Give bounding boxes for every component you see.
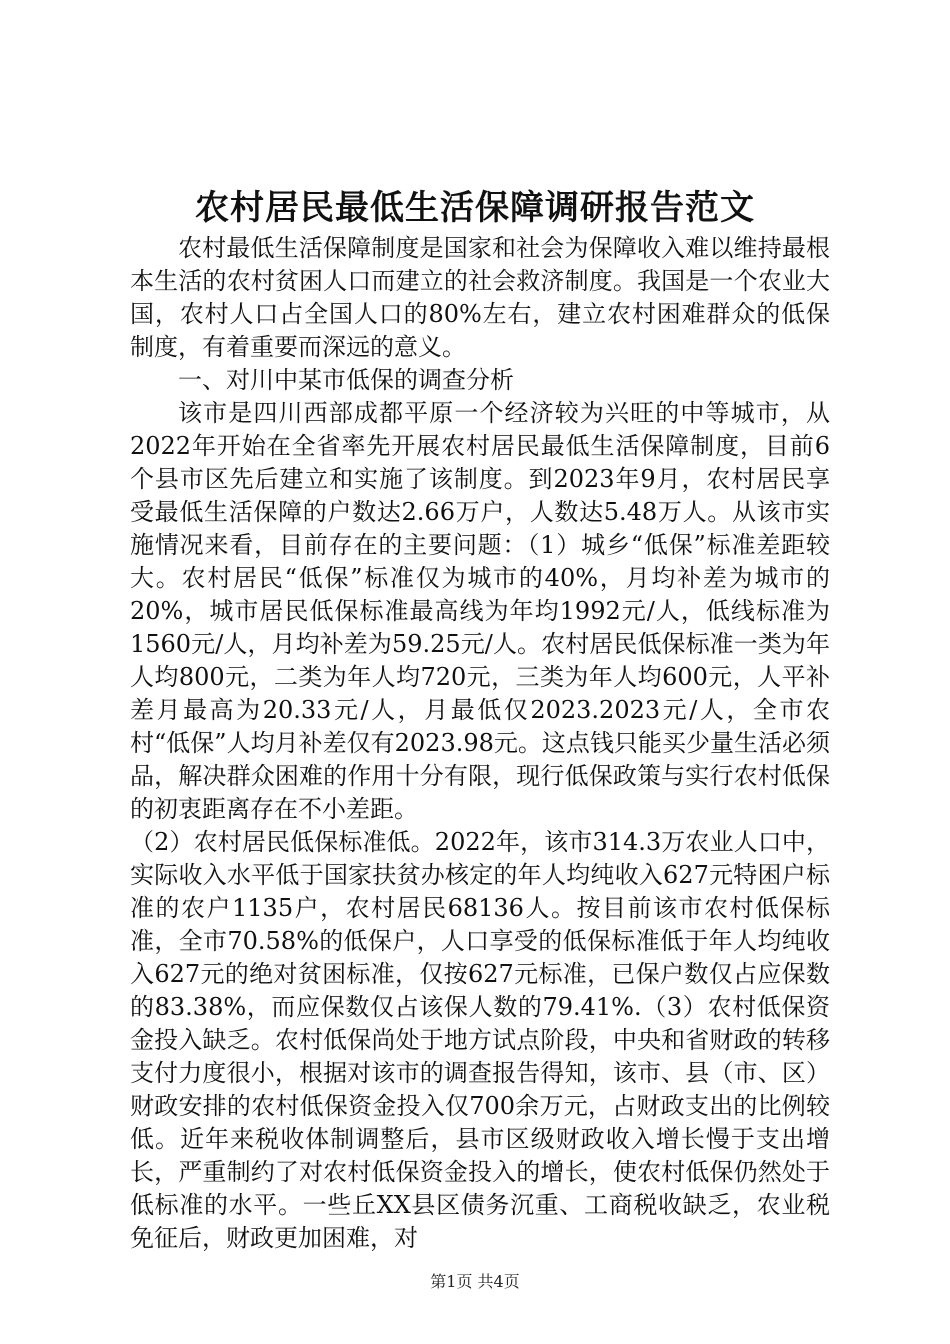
paragraph-analysis-continued: （2）农村居民低保标准低。2022年，该市314.3万农业人口中，实际收入水平低于国家扶贫办核定的年人均纯收入627元特困户标准的农户1135户，农村居民68136人。按目前该市农村低保标准，全市70.58%的低保户，人口享受的低保标准低于年人均纯收入627元的绝对贫困标准，仅按627元标准，已保户数仅占应保数的83.38%，而应保数仅占该保人数的79.41%.（3）农村低保资金投入缺乏。农村低保尚处于地方试点阶段，中央和省财政的转移支付力度很小，根据对该市的调查报告得知，该市、县（市、区）财政安排的农村低保资金投入仅700余万元，占财政支出的比例较低。近年来税收体制调整后，县市区级财政收入增长慢于支出增长，严重制约了对农村低保资金投入的增长，使农村低保仍然处于低标准的水平。一些丘XX县区债务沉重、工商税收缺乏，农业税免征后，财政更加困难，对 (130, 828, 830, 1252)
document-body (130, 232, 830, 1255)
paragraph-intro: 农村最低生活保障制度是国家和社会为保障收入难以维持最根本生活的农村贫困人口而建立的社会救济制度。我国是一个农业大国，农村人口占全国人口的80%左右，建立农村困难群众的低保制度，有着重要而深远的意义。 (130, 234, 830, 361)
paragraph-analysis: 该市是四川西部成都平原一个经济较为兴旺的中等城市，从2022年开始在全省率先开展农村居民最低生活保障制度，目前6个县市区先后建立和实施了该制度。到2023年9月，农村居民享受最低生活保障的户数达2.66万户，人数达5.48万人。从该市实施情况来看，目前存在的主要问题：（1）城乡“低保”标准差距较大。农村居民“低保”标准仅为城市的40%，月均补差为城市的20%，城市居民低保标准最高线为年均1992元/人，低线标准为1560元/人，月均补差为59.25元/人。农村居民低保标准一类为年人均800元，二类为年人均720元，三类为年人均600元，人平补差月最高为20.33元/人，月最低仅2023.2023元/人，全市农村“低保”人均月补差仅有2023.98元。这点钱只能买少量生活必须品，解决群众困难的作用十分有限，现行低保政策与实行农村低保的初衷距离存在不小差距。 (130, 399, 830, 823)
document-title: 农村居民最低生活保障调研报告范文 (195, 188, 755, 228)
section-heading: 一、对川中某市低保的调查分析 (178, 366, 514, 394)
page-footer: 第1页 共4页 (430, 1272, 520, 1291)
